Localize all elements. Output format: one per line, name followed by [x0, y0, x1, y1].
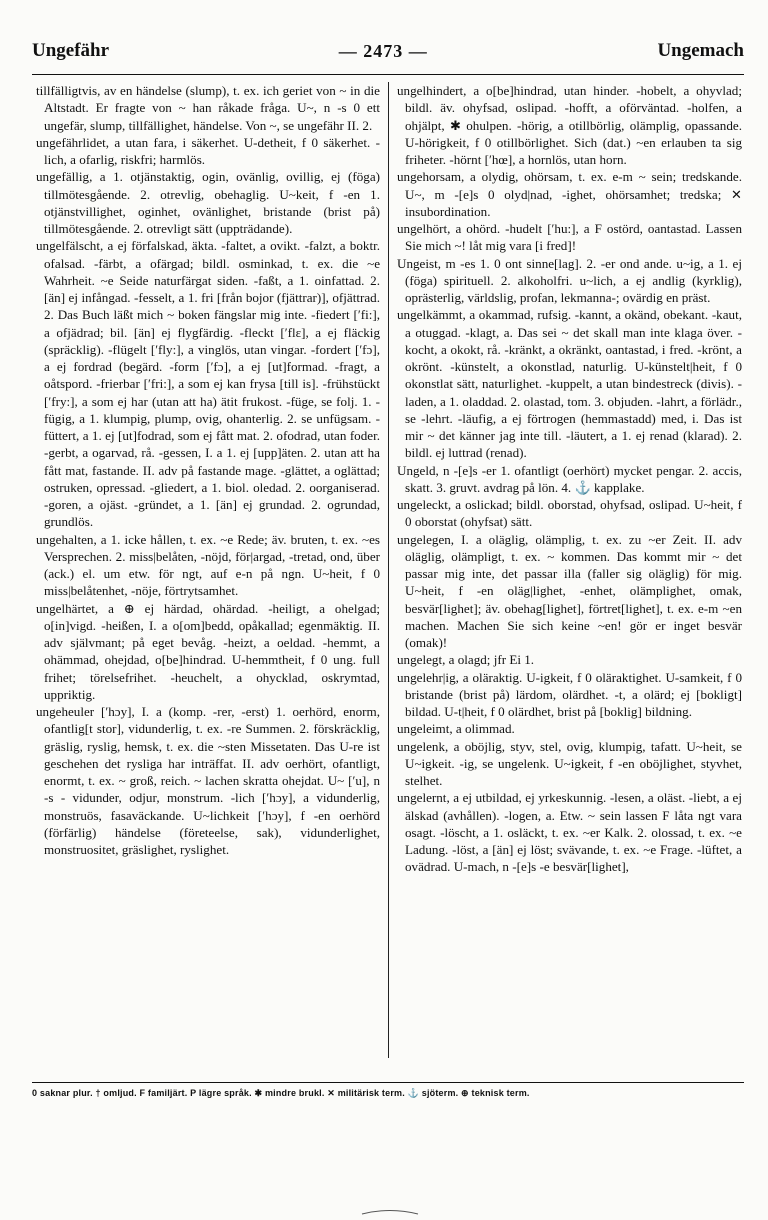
entry: ungeleckt, a oslickad; bildl. oborstad, ohyfsad, oslipad. U~heit, f 0 oborstat (ohyfsat) sätt.	[397, 497, 742, 530]
entry: ungelkämmt, a okammad, rufsig. -kannt, a okänd, obekant. -kaut, a otuggad. -klagt, a. Das sei ~ det skall man inte klaga över. -kocht, a okokt, rå. -kränkt, a okränkt, oantastad, i fred. -krönt, a okrönt. -künstelt, a okonstlad, naturlig. U-künstelt|heit, f 0 okonstlat sätt, naturlighet. -kuppelt, a utan bindestreck (divis). -laden, a 1. oladdad. 2. olastad, tom. 3. objuden. -lahrt, a förlädr., se -lehrt. -läufig, a ej förtrogen (hemmastadd) med, i. Das ist mir ~ det känner jag inte till. -läutert, a 1. ej renad (klarad). 2. bildl. ej luttrad (renad).	[397, 307, 742, 461]
entry: ungehorsam, a olydig, ohörsam, t. ex. e-m ~ sein; tredskande. U~, m -[e]s 0 olyd|nad, -ighet, ohörsamhet; tredska; ✕ insubordination.	[397, 169, 742, 219]
entry: ungefällig, a 1. otjänstaktig, ogin, ovänlig, ovillig, ej (föga) tillmötesgående. 2. otrevlig, obehaglig. U~keit, f -en 1. otjänstvillighet, oginhet, ovänlighet, bristande (brist på) tillmötesgående. 2. otrevligt sätt (uppträdande).	[36, 169, 380, 236]
page-header	[32, 28, 744, 75]
entry: ungehalten, a 1. icke hållen, t. ex. ~e Rede; äv. bruten, t. ex. ~es Versprechen. 2. miss|belåten, -nöjd, för|argad, -tretad, ond, über (ack.) el. um etw. för ngt, auf e-n på ngn. U~heit, f 0 miss|belåtenhet, -nöje, förtrytsamhet.	[36, 531, 380, 599]
entry: ungelernt, a ej utbildad, ej yrkeskunnig. -lesen, a oläst. -liebt, a ej älskad (avhållen). -logen, a. Etw. ~ sein lassen F låta ngt vara osagt. -löscht, a 1. osläckt, t. ex. ~er Kalk. 2. olossad, t. ex. ~e Ladung. -löst, a [än] ej löst; svävande, t. ex. ~e Frage. -lüftet, a ovädrad. U-mach, n -[e]s -e besvär[lighet],	[397, 790, 742, 875]
entry: ungelfälscht, a ej förfalskad, äkta. -faltet, a ovikt. -falzt, a boktr. ofalsad. -färbt, a ofärgad; bildl. osminkad, t. ex. die ~e Wahrheit. ~e Seide naturfärgat siden. -faßt, a 1. oinfattad. 2. [än] ej infångad. -fesselt, a 1. fri [från bojor (fjättrar)], ofjättrad. 2. Das Buch läßt mich ~ boken fängslar mig inte. -fiedert [′fi:], a ofjädrad; bil. [än] ej flygfärdig. -fleckt [′flε], a ej fläckig (spräcklig). -flügelt [′fly:], a vinglös, utan vingar. -fordert [′fɔ], a ej fordrad (begärd. -form [′fɔ], a ej [ut]formad. -fragt, a oåtspord. -frierbar [′fri:], a som ej kan frysa [till is]. -frühstückt [′fry:], a som ej har (utan att ha) ätit frukost. -füge, se folj. 1. -fügig, a 1. klumpig, plump, ovig, ohanterlig. 2. se unfügsam. -füttert, a 1. ej [ut]fodrad, som ej fått mat. 2. ofodrad, utan foder. -gerbt, a ogarvad, rå. -gessen, I. a 1. ej [upp]äten. 2. utan att ha fått mat, fastande. II. adv på fastande mage. -glättet, a oglättad; ostruken, opressad. -gliedert, a 1. biol. oledad. 2. oorganiserad. -goren, a ojäst. -gründet, a 1. [än] ej grundad. 2. ogrundad, grundlös.	[36, 238, 380, 530]
entry: ungeleimt, a olimmad.	[397, 721, 515, 737]
left-column	[32, 82, 388, 1058]
entry: ungelhärtet, a ⊕ ej härdad, ohärdad. -heiligt, a ohelgad; o[in]vigd. -heißen, I. a o[om]bedd, opåkallad; egenmäktig. II. adv självmant; på eget bevåg. -heizt, a oeldad. -hemmt, a ohämmad, ohejdad, o[be]hindrad. U-hemmtheit, f 0 ung. full frihet; törelsefrihet. -heuchelt, a ohycklad, oskrymtad, uppriktig.	[36, 600, 380, 702]
entry: ungelegt, a olagd; jfr Ei 1.	[397, 652, 535, 668]
entry: ungelehr|ig, a oläraktig. U-igkeit, f 0 oläraktighet. U-samkeit, f 0 bristande (brist på) lärdom, olärdhet. -t, a olärd; ej [bokligt] bildad. U-t|heit, f 0 olärdhet, brist på [boklig] bildning.	[397, 669, 742, 719]
header-left-word: Ungefähr	[32, 40, 110, 61]
header-right-word: Ungemach	[657, 40, 744, 61]
dictionary-columns	[32, 82, 744, 1058]
entry: tillfälligtvis, av en händelse (slump), t. ex. ich geriet von ~ in die Altstadt. Er fragte von ~ han råkade fråga. U~, n -s 0 ett ungefär, slump, tillfällighet, händelse. Von ~, se ungefähr II. 2.	[36, 83, 380, 133]
entry: ungeheuler [′hɔy], I. a (komp. -rer, -erst) 1. oerhörd, enorm, ofantlig[t stor], vidunderlig, t. ex. -re Summen. 2. förskräcklig, gräslig, ryslig, hemsk, t. ex. die ~sten Missetaten. Das U-re ist geschehen det rysliga har inträffat. II. adv oerhört, ofantligt, enormt, t. ex. ~ groß, reich. ~ lachen skratta ohejdat. U~ [′u], n -s - vidunder, odjur, monstrum. -lich [′hɔy], a vidunderlig, monstruös, fasaväckande. U~lichkeit [′hɔy], f -en oerhörd (förfärlig) händelse (företeelse, sak), vidunderlighet, monstruositet, gräslighet, ryslighet.	[36, 704, 380, 857]
entry: ungefährlidet, a utan fara, i säkerhet. U-detheit, f 0 säkerhet. -lich, a ofarlig, riskfri; harmlös.	[36, 134, 380, 167]
printer-mark-icon	[360, 1208, 420, 1216]
entry: ungelhört, a ohörd. -hudelt [′hu:], a F ostörd, oantastad. Lassen Sie mich ~! låt mig vara [i fred]!	[397, 221, 742, 254]
entry: Ungeld, n -[e]s -er 1. ofantligt (oerhört) mycket pengar. 2. accis, skatt. 3. gruvt. avdrag på lön. 4. ⚓ kapplake.	[397, 462, 742, 495]
entry: ungelenk, a oböjlig, styv, stel, ovig, klumpig, tafatt. U~heit, se U~igkeit. -ig, se ungelenk. U~igkeit, f -en oböjlighet, styvhet, stelhet.	[397, 738, 742, 788]
page-number: — 2473 —	[338, 40, 428, 61]
abbreviation-legend: 0 saknar plur. † omljud. F familjärt. P lägre språk. ✱ mindre brukl. ✕ militärisk term. ⚓ sjöterm. ⊕ teknisk term.	[32, 1082, 744, 1099]
right-column	[388, 82, 744, 1058]
entry: ungelhindert, a o[be]hindrad, utan hinder. -hobelt, a ohyvlad; bildl. äv. ohyfsad, oslipad. -hofft, a oförväntad. -holfen, a ohjälpt, ✱ ohulpen. -hörig, a otillbörlig, olämplig, opassande. U-hörigkeit, f 0 otillbörlighet. Sich (dat.) ~en erlauben ta sig friheter. -hörnt [′hœ], a hornlös, utan horn.	[397, 83, 742, 167]
entry: Ungeist, m -es 1. 0 ont sinne[lag]. 2. -er ond ande. u~ig, a 1. ej (föga) spirituell. 2. alkoholfri. u~lich, a ej andlig (kyrklig), oprästerlig, världslig, profan, lekmanna-; ovärdig en präst.	[397, 255, 742, 305]
entry: ungelegen, I. a oläglig, olämplig, t. ex. zu ~er Zeit. II. adv oläglig, olämpligt, t. ex. ~ kommen. Das kommt mir ~ det passar mig inte, det passar illa (faller sig oläglig) för mig. U~heit, f -en oläg|lighet, -enhet, olämplighet, omak, besvär[lighet]; äv. obehag[lighet], förtret[lighet], t. ex. e-m ~en machen. Machen Sie sich keine ~en! gör er inget besvär (omak)!	[397, 531, 742, 650]
